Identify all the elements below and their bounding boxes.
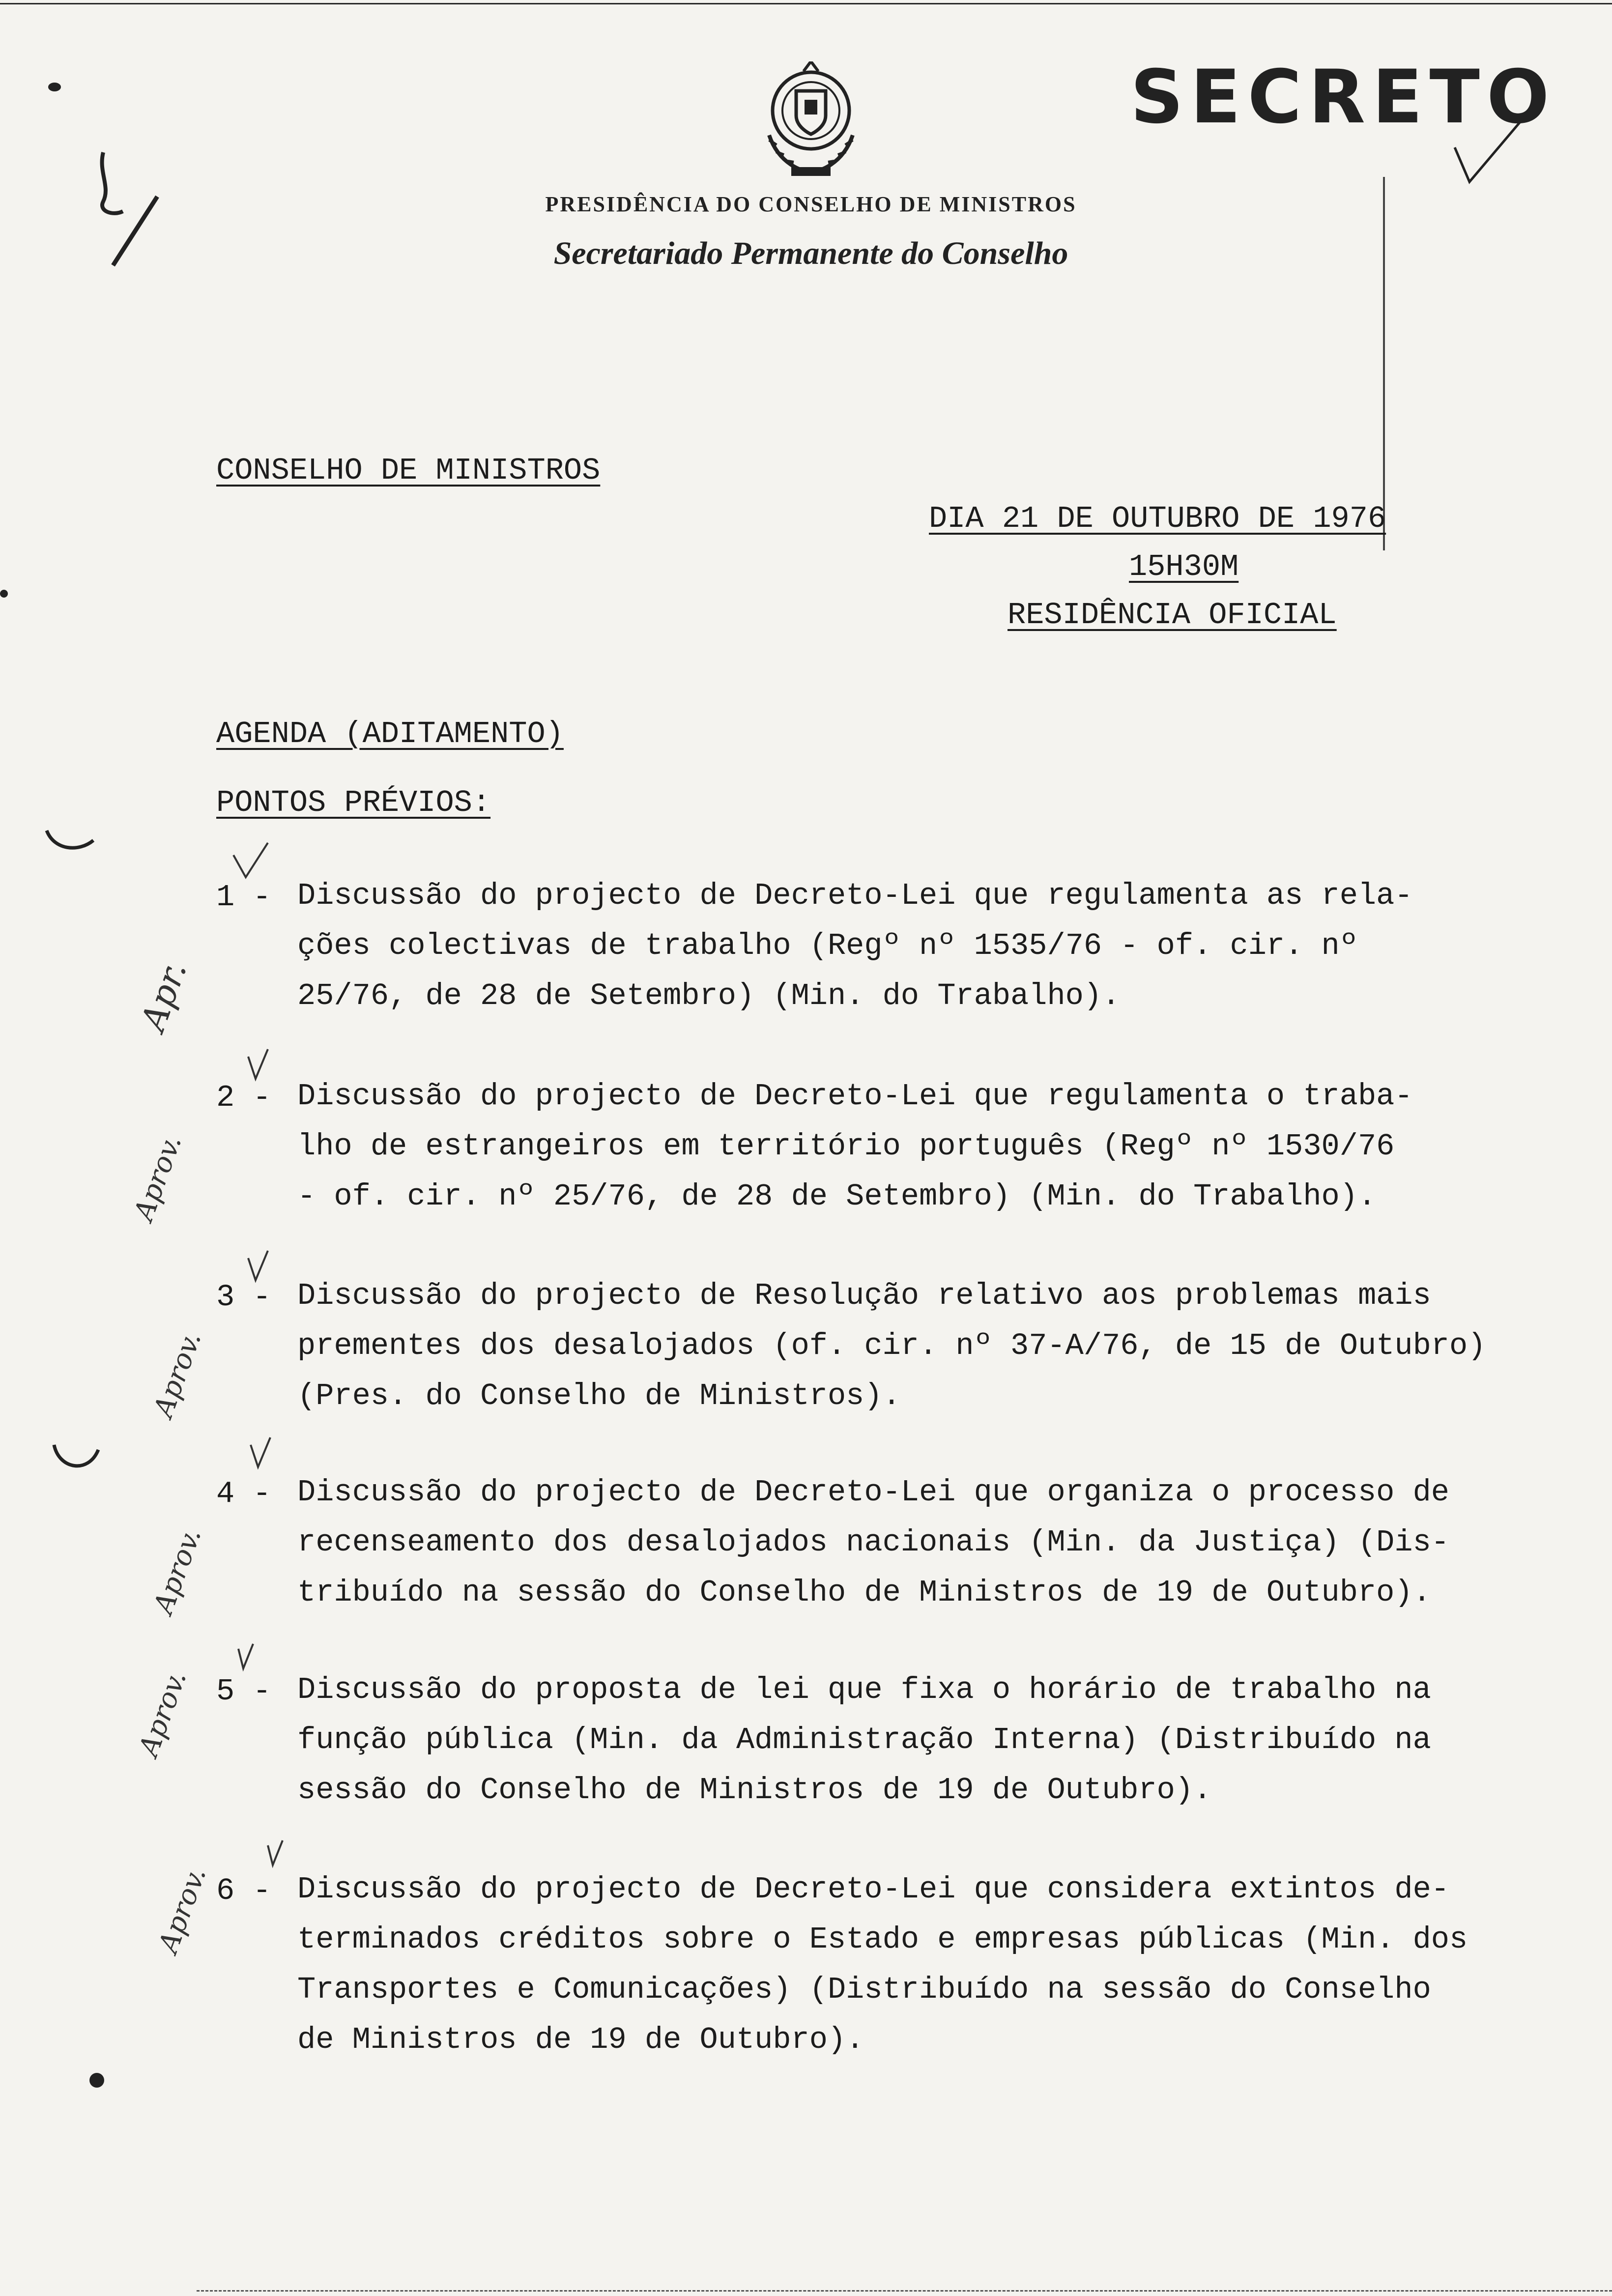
agenda-item-text: Discussão do projecto de Decreto-Lei que organiza o processo de recenseamento dos desalojados nacionais (Min. da Justiça) (Dis- tribuído na sessão do Conselho de Ministros de 19 de Outubro). [297, 1475, 1449, 1610]
check-mark [231, 840, 270, 882]
handwritten-approval-note: Aprov. [128, 1131, 188, 1225]
agenda-item-text: Discussão do proposta de lei que fixa o horário de trabalho na função pública (Min. da Administração Interna) (Distribuído na sessão do Conselho de Ministros de 19 de Outubro). [297, 1672, 1431, 1808]
agenda-item-number: 3 - [216, 1280, 271, 1315]
agenda-section-heading: PONTOS PRÉVIOS: [216, 785, 491, 820]
check-mark [265, 1838, 285, 1870]
check-mark [248, 1435, 273, 1472]
bottom-edge-rule [197, 2290, 1612, 2293]
margin-bracket-mark [49, 1440, 103, 1482]
agenda-item-text: Discussão do projecto de Decreto-Lei que regulamenta as rela- ções colectivas de trabalho (Regº nº 1535/76 - of. cir. nº 25/76, de 28 de Setembro) (Min. do Trabalho). [297, 878, 1413, 1013]
check-mark [236, 1641, 256, 1673]
agenda-title: AGENDA (ADITAMENTO) [216, 717, 564, 751]
ink-dot [48, 83, 61, 91]
department-name: Secretariado Permanente do Conselho [553, 235, 1068, 271]
check-mark [1450, 113, 1528, 189]
agenda-item-text: Discussão do projecto de Resolução relativo aos problemas mais prementes dos desalojados (of. cir. nº 37-A/76, de 15 de Outubro) (Pres. do Conselho de Ministros). [297, 1278, 1486, 1413]
agenda-item-number: 6 - [216, 1873, 271, 1908]
organization-name: PRESIDÊNCIA DO CONSELHO DE MINISTROS [545, 192, 1077, 216]
handwritten-mark [84, 143, 182, 273]
margin-rule [1383, 177, 1385, 550]
top-edge-rule [0, 3, 1612, 4]
agenda-item-number: 2 - [216, 1080, 271, 1115]
agenda-item-text: Discussão do projecto de Decreto-Lei que considera extintos de- terminados créditos sobre o Estado e empresas públicas (Min. dos Transportes e Comunicações) (Distribuído na sessão do Conselho de Ministros de 19 de Outubro). [297, 1872, 1468, 2057]
check-mark [246, 1248, 270, 1285]
agenda-item-number: 4 - [216, 1476, 271, 1511]
margin-bracket-mark [44, 826, 98, 858]
meeting-location: RESIDÊNCIA OFICIAL [1008, 598, 1337, 632]
meeting-time: 15H30M [1129, 549, 1239, 584]
handwritten-approval-note: Aprov. [147, 1327, 208, 1422]
handwritten-approval-note: Aprov. [147, 1524, 208, 1618]
ink-dot [0, 590, 8, 598]
classification-stamp: SECRETO [1130, 55, 1556, 140]
meeting-date: DIA 21 DE OUTUBRO DE 1976 [929, 501, 1386, 536]
check-mark [246, 1047, 270, 1084]
meeting-body: CONSELHO DE MINISTROS [216, 453, 601, 488]
agenda-item-text: Discussão do projecto de Decreto-Lei que regulamenta o traba- lho de estrangeiros em território português (Regº nº 1530/76 - of. cir. nº 25/76, de 28 de Setembro) (Min. do Trabalho). [297, 1079, 1413, 1214]
agenda-item-number: 1 - [216, 880, 271, 915]
handwritten-approval-note: Apr. [133, 956, 195, 1036]
agenda-item-number: 5 - [216, 1674, 271, 1709]
coat-of-arms-icon [749, 61, 872, 184]
handwritten-approval-note: Aprov. [152, 1863, 213, 1957]
handwritten-approval-note: Aprov. [133, 1666, 193, 1761]
ink-dot [89, 2073, 104, 2088]
